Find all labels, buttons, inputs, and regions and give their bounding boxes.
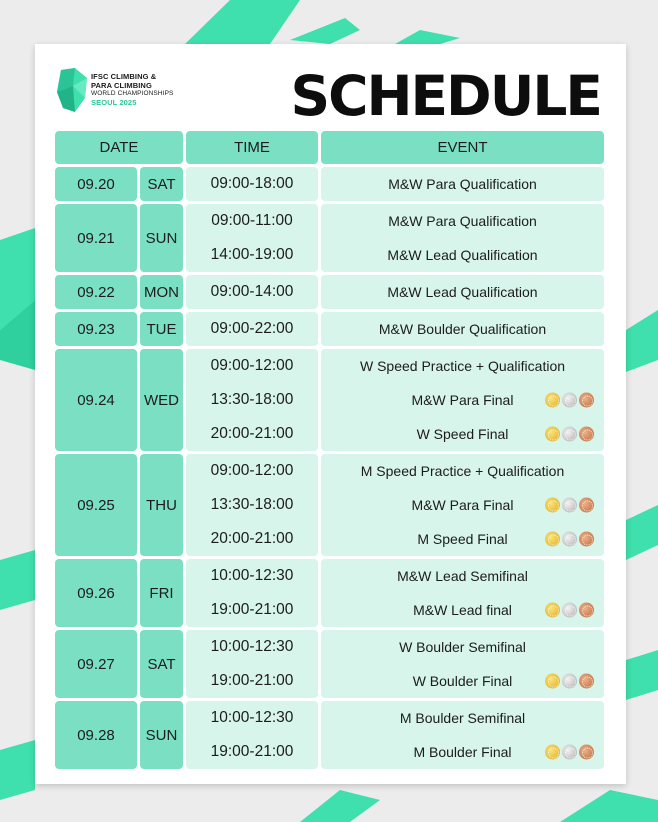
bronze-medal-icon	[579, 498, 594, 513]
time-cell: 20:00-21:00	[186, 417, 318, 451]
time-cell: 10:00-12:30	[186, 701, 318, 735]
event-label: W Speed Final	[416, 426, 509, 442]
event-label: W Boulder Semifinal	[399, 639, 526, 655]
logo-line-3: WORLD CHAMPIONSHIPS	[91, 90, 174, 97]
time-cell: 09:00-11:00	[186, 204, 318, 238]
event-cell	[321, 204, 604, 238]
time-cell: 09:00-22:00	[186, 312, 318, 346]
medal-icons	[545, 674, 594, 689]
silver-medal-icon	[562, 745, 577, 760]
medal-icons	[545, 427, 594, 442]
event-label: M Boulder Final	[413, 744, 512, 760]
event-cell	[321, 593, 604, 627]
day-cell: SUN	[140, 204, 183, 272]
date-cell: 09.24	[55, 349, 137, 451]
medal-icons	[545, 745, 594, 760]
event-cell	[321, 238, 604, 272]
event-cell	[321, 735, 604, 769]
medal-icons	[545, 393, 594, 408]
header-date: DATE	[55, 131, 183, 164]
silver-medal-icon	[562, 498, 577, 513]
bronze-medal-icon	[579, 674, 594, 689]
gold-medal-icon	[545, 427, 560, 442]
time-cell: 19:00-21:00	[186, 735, 318, 769]
header-event: EVENT	[321, 131, 604, 164]
event-label: M&W Para Qualification	[388, 213, 537, 229]
day-cell: MON	[140, 275, 183, 309]
time-cell: 09:00-18:00	[186, 167, 318, 201]
silver-medal-icon	[562, 532, 577, 547]
logo-mark-icon	[55, 68, 89, 112]
event-label: M&W Para Final	[411, 392, 514, 408]
time-cell: 10:00-12:30	[186, 630, 318, 664]
date-cell: 09.25	[55, 454, 137, 556]
gold-medal-icon	[545, 603, 560, 618]
event-cell	[321, 349, 604, 383]
event-label: M Speed Final	[417, 531, 508, 547]
gold-medal-icon	[545, 393, 560, 408]
day-cell: TUE	[140, 312, 183, 346]
medal-icons	[545, 603, 594, 618]
event-label: M Boulder Semifinal	[399, 710, 526, 726]
bronze-medal-icon	[579, 745, 594, 760]
event-label: M&W Para Final	[411, 497, 514, 513]
day-cell: FRI	[140, 559, 183, 627]
time-cell: 09:00-12:00	[186, 349, 318, 383]
event-label: M&W Lead Semifinal	[397, 568, 528, 584]
date-cell: 09.21	[55, 204, 137, 272]
time-cell: 13:30-18:00	[186, 488, 318, 522]
page-title: SCHEDULE	[290, 64, 601, 128]
time-cell: 09:00-14:00	[186, 275, 318, 309]
day-cell: THU	[140, 454, 183, 556]
event-label: M Speed Practice + Qualification	[360, 463, 565, 479]
event-cell	[321, 630, 604, 664]
day-cell: WED	[140, 349, 183, 451]
medal-icons	[545, 498, 594, 513]
time-cell: 19:00-21:00	[186, 593, 318, 627]
event-cell	[321, 664, 604, 698]
date-cell: 09.28	[55, 701, 137, 769]
date-cell: 09.20	[55, 167, 137, 201]
time-cell: 10:00-12:30	[186, 559, 318, 593]
event-cell	[321, 488, 604, 522]
logo-line-1: IFSC CLIMBING &	[91, 72, 157, 81]
event-label: M&W Lead Qualification	[387, 284, 538, 300]
event-cell	[321, 312, 604, 346]
event-label: M&W Lead Qualification	[387, 247, 538, 263]
event-label: M&W Boulder Qualification	[378, 321, 547, 337]
time-cell: 14:00-19:00	[186, 238, 318, 272]
bronze-medal-icon	[579, 532, 594, 547]
bronze-medal-icon	[579, 603, 594, 618]
gold-medal-icon	[545, 674, 560, 689]
event-label: W Boulder Final	[412, 673, 513, 689]
day-cell: SUN	[140, 701, 183, 769]
time-cell: 19:00-21:00	[186, 664, 318, 698]
event-label: M&W Para Qualification	[388, 176, 537, 192]
logo-line-2: PARA CLIMBING	[91, 80, 152, 90]
gold-medal-icon	[545, 532, 560, 547]
time-cell: 09:00-12:00	[186, 454, 318, 488]
event-label: W Speed Practice + Qualification	[359, 358, 566, 374]
silver-medal-icon	[562, 427, 577, 442]
date-cell: 09.23	[55, 312, 137, 346]
time-cell: 13:30-18:00	[186, 383, 318, 417]
event-cell	[321, 383, 604, 417]
date-cell: 09.22	[55, 275, 137, 309]
date-cell: 09.27	[55, 630, 137, 698]
silver-medal-icon	[562, 674, 577, 689]
silver-medal-icon	[562, 603, 577, 618]
bronze-medal-icon	[579, 427, 594, 442]
event-cell	[321, 701, 604, 735]
event-cell	[321, 559, 604, 593]
medal-icons	[545, 532, 594, 547]
championship-logo	[55, 68, 205, 114]
day-cell: SAT	[140, 167, 183, 201]
event-cell	[321, 417, 604, 451]
logo-line-4: SEOUL 2025	[91, 97, 137, 107]
gold-medal-icon	[545, 745, 560, 760]
event-label: M&W Lead final	[413, 602, 512, 618]
event-cell	[321, 275, 604, 309]
silver-medal-icon	[562, 393, 577, 408]
gold-medal-icon	[545, 498, 560, 513]
schedule-card	[35, 44, 626, 784]
day-cell: SAT	[140, 630, 183, 698]
event-cell	[321, 167, 604, 201]
bronze-medal-icon	[579, 393, 594, 408]
event-cell	[321, 454, 604, 488]
time-cell: 20:00-21:00	[186, 522, 318, 556]
header-time: TIME	[186, 131, 318, 164]
event-cell	[321, 522, 604, 556]
date-cell: 09.26	[55, 559, 137, 627]
